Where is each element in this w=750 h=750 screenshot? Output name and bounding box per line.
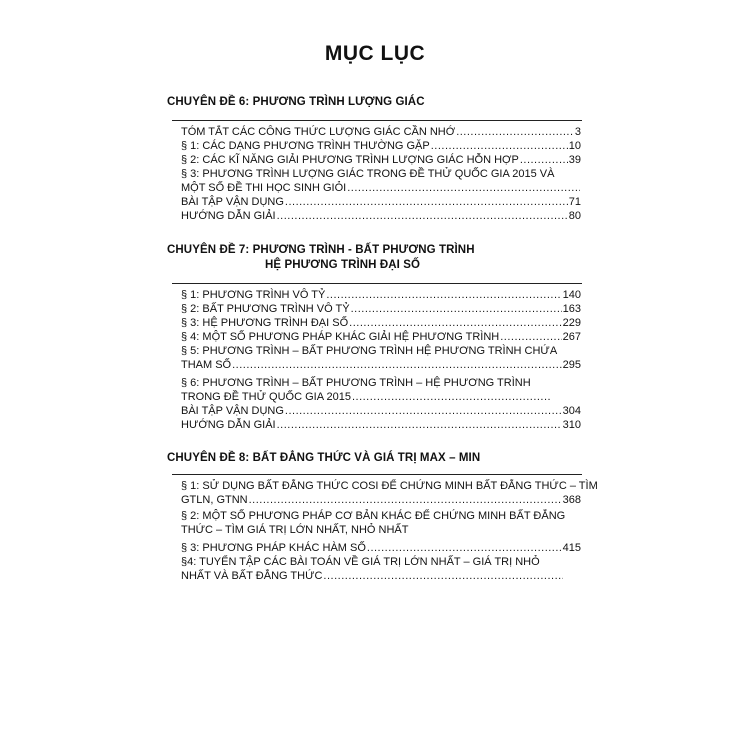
chapter-7-title: CHUYÊN ĐỀ 7: PHƯƠNG TRÌNH - BẤT PHƯƠNG TRÌNH bbox=[167, 244, 475, 256]
chapter-8-rule bbox=[172, 474, 582, 475]
toc-entry[interactable]: § 1: PHƯƠNG TRÌNH VÔ TỶ ..... 140 bbox=[181, 289, 581, 303]
toc-entry[interactable]: TÓM TẮT CÁC CÔNG THỨC LƯỢNG GIÁC CẦN NHỚ ..... 3 bbox=[181, 126, 581, 140]
page-title: MỤC LỤC bbox=[324, 42, 426, 65]
chapter-8-heading bbox=[167, 452, 480, 464]
toc-entry[interactable]: HƯỚNG DẪN GIẢI ..... 310 bbox=[181, 419, 581, 433]
toc-entry[interactable]: § 1: CÁC DẠNG PHƯƠNG TRÌNH THƯỜNG GẶP ..... 10 bbox=[181, 140, 581, 154]
toc-entry[interactable]: BÀI TẬP VẬN DỤNG ..... 71 bbox=[181, 196, 581, 210]
toc-entry[interactable]: THỨC – TÌM GIÁ TRỊ LỚN NHẤT, NHỎ NHẤT bbox=[181, 524, 409, 536]
toc-entry[interactable]: MỘT SỐ ĐỀ THI HỌC SINH GIỎI ..... bbox=[181, 182, 581, 196]
toc-entry[interactable]: § 1: SỬ DỤNG BẤT ĐẲNG THỨC COSI ĐỂ CHỨNG MINH BẤT ĐẲNG THỨC – TÌM bbox=[181, 480, 598, 492]
toc-entry[interactable]: §4: TUYỂN TẬP CÁC BÀI TOÁN VỀ GIÁ TRỊ LỚN NHẤT – GIÁ TRỊ NHỎ bbox=[181, 556, 540, 568]
toc-entry[interactable]: BÀI TẬP VẬN DỤNG ..... 304 bbox=[181, 405, 581, 419]
chapter-6-heading bbox=[167, 96, 425, 108]
toc-entry[interactable]: § 6: PHƯƠNG TRÌNH – BẤT PHƯƠNG TRÌNH – HỆ PHƯƠNG TRÌNH bbox=[181, 377, 531, 389]
toc-entry[interactable]: § 3: PHƯƠNG PHÁP KHÁC HÀM SỐ ..... 415 bbox=[181, 542, 581, 556]
chapter-7-subtitle: HỆ PHƯƠNG TRÌNH ĐẠI SỐ bbox=[265, 259, 421, 271]
toc-entry[interactable]: § 5: PHƯƠNG TRÌNH – BẤT PHƯƠNG TRÌNH HỆ PHƯƠNG TRÌNH CHỨA bbox=[181, 345, 558, 357]
toc-entry[interactable]: THAM SỐ ..... 295 bbox=[181, 359, 581, 373]
chapter-7-rule bbox=[172, 283, 582, 284]
chapter-6-rule bbox=[172, 120, 582, 121]
toc-entry[interactable]: § 3: HỆ PHƯƠNG TRÌNH ĐẠI SỐ ..... 229 bbox=[181, 317, 581, 331]
toc-entry[interactable]: HƯỚNG DẪN GIẢI ..... 80 bbox=[181, 210, 581, 224]
chapter-7-heading bbox=[167, 244, 475, 271]
toc-entry[interactable]: NHẤT VÀ BẤT ĐẲNG THỨC ..... bbox=[181, 570, 581, 584]
toc-entry[interactable]: § 4: MỘT SỐ PHƯƠNG PHÁP KHÁC GIẢI HỆ PHƯƠNG TRÌNH ..... 267 bbox=[181, 331, 581, 345]
chapter-8-title: CHUYÊN ĐỀ 8: BẤT ĐẲNG THỨC VÀ GIÁ TRỊ MAX – MIN bbox=[167, 452, 481, 464]
chapter-6-title: CHUYÊN ĐỀ 6: PHƯƠNG TRÌNH LƯỢNG GIÁC bbox=[167, 96, 425, 108]
toc-entry[interactable]: § 2: BẤT PHƯƠNG TRÌNH VÔ TỶ ..... 163 bbox=[181, 303, 581, 317]
toc-entry[interactable]: § 2: CÁC KĨ NĂNG GIẢI PHƯƠNG TRÌNH LƯỢNG GIÁC HỖN HỢP ..... 39 bbox=[181, 154, 581, 168]
chapter-8-entries bbox=[181, 480, 598, 584]
chapter-6-entries bbox=[181, 126, 581, 224]
toc-entry[interactable]: TRONG ĐỀ THỬ QUỐC GIA 2015 ..... bbox=[181, 391, 581, 405]
toc-entry[interactable]: § 2: MỘT SỐ PHƯƠNG PHÁP CƠ BẢN KHÁC ĐỂ CHỨNG MINH BẤT ĐẲNG bbox=[181, 510, 566, 522]
toc-entry[interactable]: GTLN, GTNN ..... 368 bbox=[181, 494, 581, 508]
toc-entry[interactable]: § 3: PHƯƠNG TRÌNH LƯỢNG GIÁC TRONG ĐỀ THỬ QUỐC GIA 2015 VÀ bbox=[181, 168, 555, 180]
chapter-7-entries bbox=[181, 289, 581, 433]
